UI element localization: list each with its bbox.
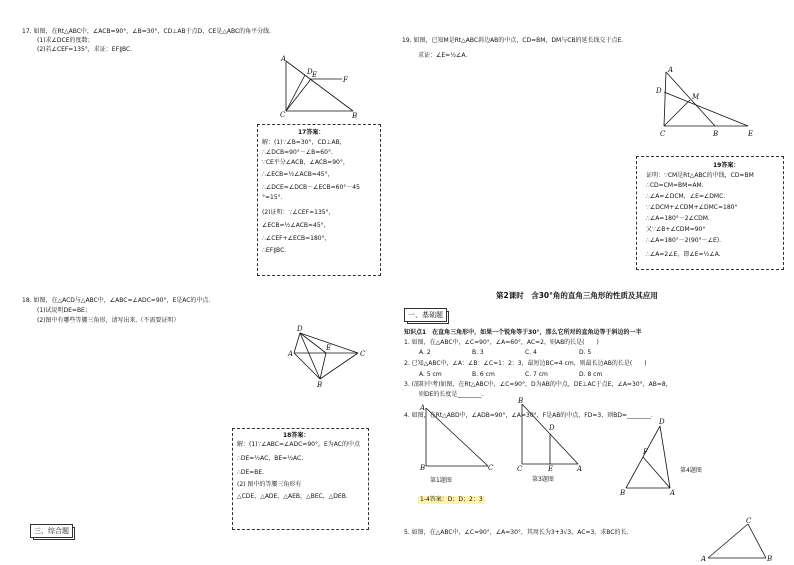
answer-19-title: 19答案： [713,162,740,169]
knowledge-point-1: 知识点1 在直角三角形中，如果一个锐角等于30°，那么它所对的直角边等于斜边的一半 [404,329,642,336]
question-1-option-a: A. 2 [419,349,431,356]
question-5: 5. 如图，在△ABC中，∠C=90°，∠A=30°，其周长为3+3√3，AC=3，求BC的长. [404,529,629,536]
answer-19-line-6: 又∵∠B+∠CDM=90° [646,226,706,233]
answer-18-line-5: △CDE，△ADE，△AEB，△BEC，△DEB. [237,493,348,500]
fig3-label-e: E [548,465,554,473]
fig18-label-e: E [326,344,332,352]
answer-18-line-3: ∴DE=BE. [237,469,265,476]
question-1-option-d: D. 5 [579,349,592,356]
question-4: 4. 如图，在Rt△ABD中，∠ADB=90°，∠A=30°，F是AB的中点，FD=3，则BD=________. [404,412,653,419]
answer-19-line-8: ∴∠A=2∠E，即∠E=½∠A. [646,251,721,258]
question-3-blank: 则DE的长度是________. [419,391,484,398]
question-2-option-a: A. 5 cm [419,371,442,378]
fig17-label-a: A [281,55,287,63]
figure-19 [652,64,762,139]
fig17-label-c: C [280,111,286,119]
figure-q3-caption: 第3题图 [532,476,554,483]
answer-19-line-4: ∵∠DCM+∠CDM+∠DMC=180° [646,204,738,211]
fig5-label-c: C [746,517,752,525]
problem-18-q1: (1)试说明DE=BE； [37,307,91,314]
answers-1-4: 1-4答案：D；D；2；3 [420,496,483,503]
fig19-label-b: B [713,130,719,138]
fig1-label-a: A [420,404,426,412]
fig1-label-b: B [420,464,426,472]
answer-box-17 [257,124,381,276]
figure-q1 [414,402,500,474]
fig17-label-b: B [352,112,358,120]
answer-19-line-5: ∴∠A=180°－2∠CDM. [646,215,710,222]
problem-19-prove: 求证：∠E=½∠A. [418,52,468,59]
answer-box-18 [232,428,369,530]
fig4-label-b: B [620,489,626,497]
answer-19-line-1: 证明：∵CM是Rt△ABC的中线，CD=BM [646,172,754,179]
question-3: 3. (邵阳中考)如图，在Rt△ABC中，∠C=90°，D为AB的中点，DE⊥AC于点E，∠A=30°，AB=8， [404,381,672,388]
answer-19-line-3: ∴∠A=∠DCM，∠E=∠DMC. [646,193,726,200]
answer-18-title: 18答案： [283,432,310,439]
problem-18-q2: (2)图中有哪些等腰三角形，请写出来.（不需要证明） [37,317,180,324]
question-1-option-c: C. 4 [525,349,537,356]
fig5-label-a: A [701,555,707,563]
answer-17-line-7: (2)证明：∵∠CEF=135°， [262,209,335,216]
answer-box-19 [636,156,784,270]
figure-q3 [514,396,586,473]
fig19-label-c: C [660,130,666,138]
problem-17-q2: (2)若∠CEF=135°，求证：EF∥BC. [37,46,133,53]
answer-18-line-4: (2) 图中的等腰三角形有 [237,481,302,488]
section-1-tag: 一、基础题 [404,308,447,322]
problem-17-q1: (1)求∠DCE的度数； [37,37,94,44]
problem-17-stem: 17. 如图，在Rt△ABC中，∠ACB=90°，∠B=30°，CD⊥AB于点D，CE是△ABC的角平分线. [22,28,272,35]
fig4-label-a: A [670,489,676,497]
fig4-label-f: F [643,448,648,456]
answer-17-line-9: ∴∠CEF+∠ECB=180°， [262,235,331,242]
answer-18-line-2: ∴DE=½AC，BE=½AC. [237,455,304,462]
figure-q4 [616,420,682,496]
fig17-label-e: E [312,71,318,79]
answer-18-line-1: 解：(1)∵∠ABC=∠ADC=90°，E为AC的中点 [237,441,360,448]
section-3-tag: 三、综合题 [30,524,73,538]
fig18-label-c: C [360,350,366,358]
question-2-option-c: C. 7 cm [525,371,548,378]
answer-17-line-10: ∴EF∥BC. [262,247,287,254]
fig17-label-d: D [307,68,313,76]
fig18-label-b: B [317,381,323,389]
answer-19-line-7: ∴∠A=180°－2(90°－∠E). [646,237,721,244]
answer-17-line-8: ∠ECB=½∠ACB=45°， [262,222,330,229]
figure-18 [288,325,368,389]
lesson-title: 第2课时 含30°角的直角三角形的性质及其应用 [496,291,658,300]
answer-19-line-2: ∴CD=CM=BM=AM. [646,182,704,189]
figure-q5 [700,518,782,561]
fig19-label-e: E [748,130,754,138]
answer-17-line-6: °=15°. [262,194,283,201]
figure-q1-caption: 第1题图 [430,477,452,484]
question-2-option-d: D. 8 cm [579,371,603,378]
fig18-label-a: A [288,350,294,358]
answer-17-line-1: 解：(1)∵∠B=30°，CD⊥AB， [262,139,346,146]
fig4-label-d: D [659,418,665,426]
fig3-label-d: D [549,424,555,432]
figure-q4-caption: 第4题图 [680,467,702,474]
answer-17-title: 17答案： [298,129,325,136]
problem-18-stem: 18. 如图，在△ACD与△ABC中，∠ABC=∠ADC=90°，E是AC的中点. [22,297,211,304]
problem-19-stem: 19. 如图，已知M是Rt△ABC斜边AB的中点，CD=BM，DM与CB的延长线交于点E. [402,37,624,44]
figure-17 [278,55,368,120]
fig3-label-a: A [577,465,583,473]
fig17-label-f: F [343,76,348,84]
fig19-label-a: A [668,66,674,74]
question-1: 1. 如图，在△ABC中，∠C=90°，∠A=60°，AC=2，则AB的长是( ) [404,339,599,346]
answer-17-line-4: ∴∠ECB=½∠ACB=45°， [262,171,334,178]
fig1-label-c: C [488,464,494,472]
question-2-option-b: B. 6 cm [472,371,495,378]
answer-17-line-2: ∴∠DCB=90°－∠B=60°. [262,149,333,156]
question-2: 2. 已知△ABC中，∠A：∠B：∠C=1：2：3，最短边BC=4 cm，则最长边AB的长是( ) [404,360,647,367]
fig19-label-m: M [692,93,700,101]
fig3-label-c: C [517,465,523,473]
fig18-label-d: D [297,325,303,333]
fig5-label-b: B [767,555,773,563]
fig19-label-d: D [656,87,662,95]
answer-17-line-3: ∵CE平分∠ACB，∠ACB=90°， [262,159,349,166]
fig3-label-b: B [518,397,524,405]
answer-17-line-5: ∴∠DCE=∠DCB－∠ECB=60°－45 [262,184,360,191]
question-1-option-b: B. 3 [472,349,484,356]
